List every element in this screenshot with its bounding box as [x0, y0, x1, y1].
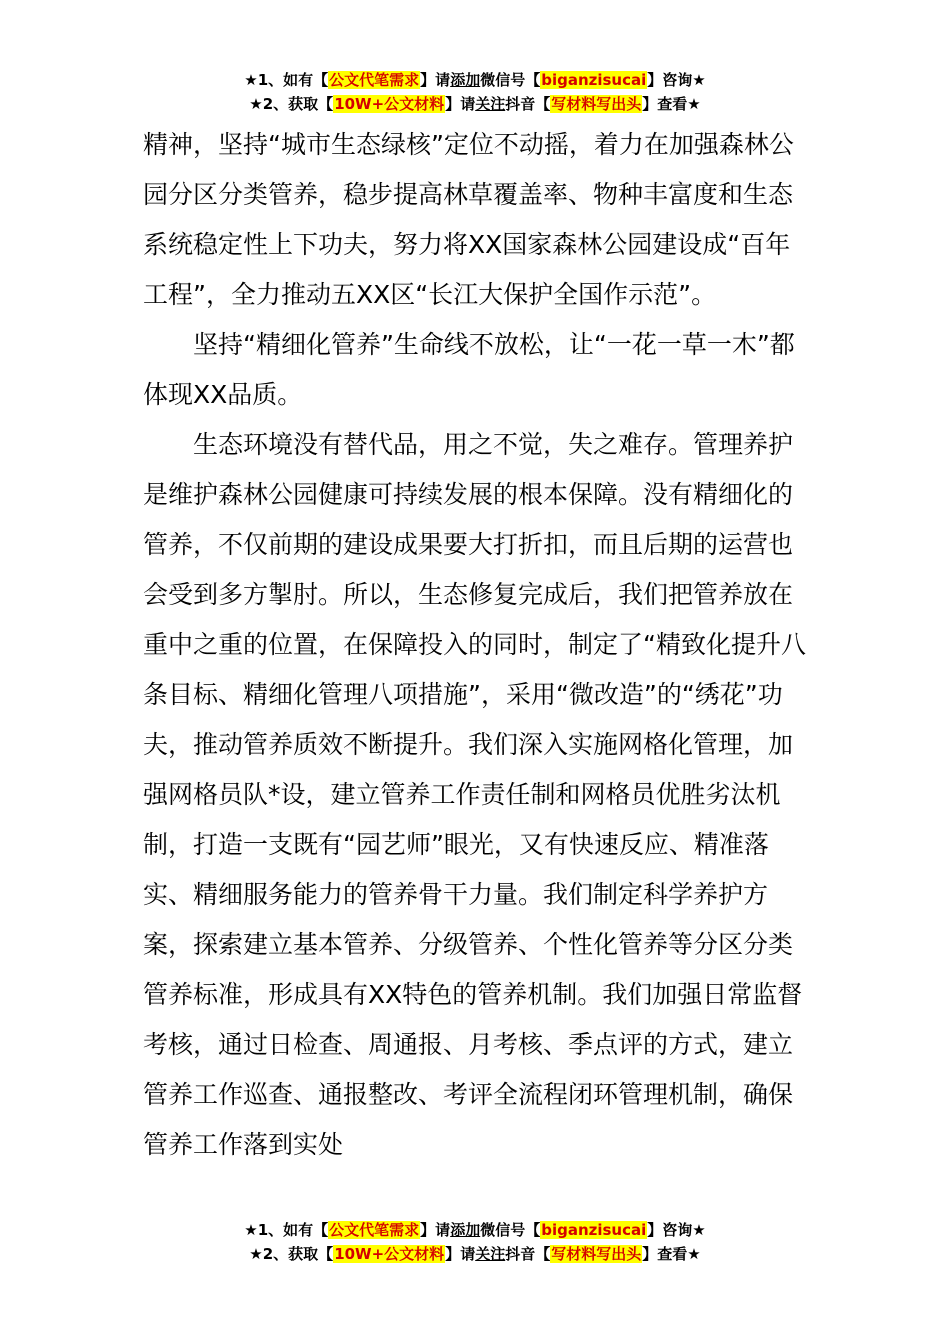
banner-underlined: 关注 — [475, 1245, 506, 1263]
document-body — [143, 120, 808, 1170]
banner-text: 抖音【 — [505, 1245, 551, 1263]
banner-text: 】查看★ — [642, 95, 701, 113]
banner-underlined: 添加 — [450, 71, 481, 89]
banner-text: 】请 — [445, 1245, 476, 1263]
banner-highlight: 公文代笔需求 — [329, 71, 420, 89]
banner-highlight: 公文代笔需求 — [329, 1221, 420, 1239]
banner-text: 】咨询★ — [647, 71, 706, 89]
banner-highlight: 写材料写出头 — [551, 1245, 642, 1263]
banner-line-2 — [0, 92, 950, 116]
banner-line-2 — [0, 1242, 950, 1266]
banner-underlined: 添加 — [450, 1221, 481, 1239]
banner-highlight: biganzisucai — [541, 71, 647, 89]
banner-highlight: biganzisucai — [541, 1221, 647, 1239]
banner-text: 微信号【 — [480, 71, 541, 89]
banner-highlight: 写材料写出头 — [551, 95, 642, 113]
banner-text: ★2、获取【 — [249, 1245, 334, 1263]
header-banner — [0, 68, 950, 116]
banner-text: 】请 — [420, 1221, 451, 1239]
paragraph: 生态环境没有替代品，用之不觉，失之难存。管理养护是维护森林公园健康可持续发展的根本保障。没有精细化的管养，不仅前期的建设成果要大打折扣，而且后期的运营也会受到多方掣肘。所以，生态修复完成后，我们把管养放在重中之重的位置，在保障投入的同时，制定了“精致化提升八条目标、精细化管理八项措施”，采用“微改造”的“绣花”功夫，推动管养质效不断提升。我们深入实施网格化管理，加强网格员队*设，建立管养工作责任制和网格员优胜劣汰机制，打造一支既有“园艺师”眼光，又有快速反应、精准落实、精细服务能力的管养骨干力量。我们制定科学养护方案，探索建立基本管养、分级管养、个性化管养等分区分类管养标准，形成具有XX特色的管养机制。我们加强日常监督考核，通过日检查、周通报、月考核、季点评的方式，建立管养工作巡查、通报整改、考评全流程闭环管理机制，确保管养工作落到实处 — [143, 430, 806, 1159]
banner-text: 】请 — [420, 71, 451, 89]
banner-line-1 — [0, 1218, 950, 1242]
banner-text: ★1、如有【 — [244, 1221, 329, 1239]
banner-text: 】咨询★ — [647, 1221, 706, 1239]
banner-text: ★2、获取【 — [249, 95, 334, 113]
banner-text: 抖音【 — [505, 95, 551, 113]
banner-line-1 — [0, 68, 950, 92]
banner-text: 】查看★ — [642, 1245, 701, 1263]
banner-text: 】请 — [445, 95, 476, 113]
paragraph-heading: 坚持“精细化管养”生命线不放松，让“一花一草一木”都体现XX品质。 — [143, 330, 795, 409]
banner-underlined: 关注 — [475, 95, 506, 113]
banner-highlight: 10W+公文材料 — [334, 1245, 445, 1263]
banner-text: ★1、如有【 — [244, 71, 329, 89]
banner-highlight: 10W+公文材料 — [334, 95, 445, 113]
banner-text: 微信号【 — [480, 1221, 541, 1239]
footer-banner — [0, 1218, 950, 1266]
paragraph-continuation: 精神，坚持“城市生态绿核”定位不动摇，着力在加强森林公园分区分类管养，稳步提高林草覆盖率、物种丰富度和生态系统稳定性上下功夫，努力将XX国家森林公园建设成“百年工程”，全力推动五XX区“长江大保护全国作示范”。 — [143, 130, 794, 309]
